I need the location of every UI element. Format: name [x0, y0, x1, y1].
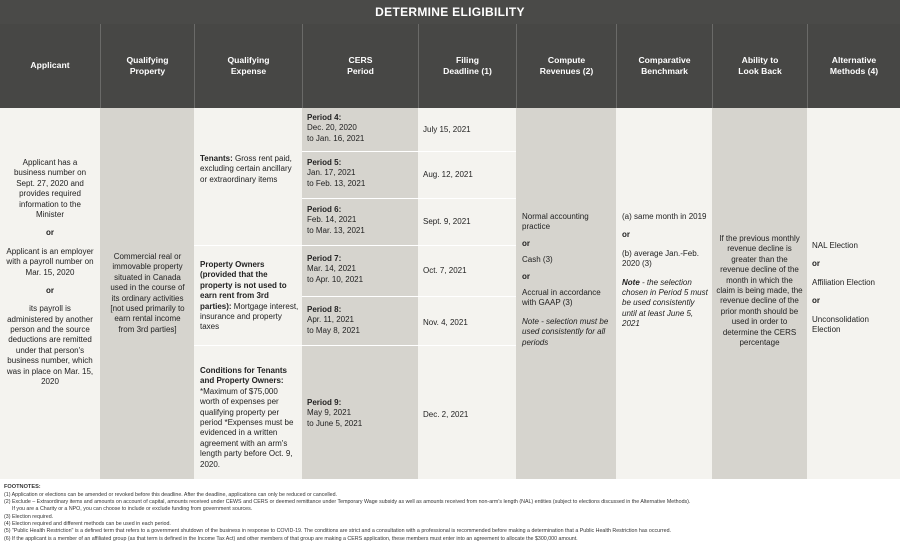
compute-revenue-methods: Normal accounting practice or Cash (3) or Accrual in accordance with GAAP (3) Note - selection must be used consistently for all periods — [522, 212, 609, 347]
expense-conditions: Conditions for Tenants and Property Owners: *Maximum of $75,000 worth of expenses per qualifying property per period *Expenses must be evidenced in a written agreement with an arm's length party before Oct. 9, 2020. — [200, 366, 294, 469]
qualifying-property-text: Commercial real or immovable property situated in Canada used in the course of its ordinary activities [not used primarily to earn rental income from 3rd parties] — [110, 252, 185, 334]
header-filing-deadline: Filing Deadline (1) — [418, 24, 516, 108]
header-qualifying-expense: Qualifying Expense — [194, 24, 302, 108]
cers-period-8: Period 8: Apr. 11, 2021 to May 8, 2021 — [307, 305, 360, 335]
filing-deadline-column — [418, 108, 516, 479]
header-applicant: Applicant — [0, 24, 100, 108]
header-qualifying-property: Qualifying Property — [100, 24, 194, 108]
cers-period-9: Period 9: May 9, 2021 to June 5, 2021 — [307, 398, 363, 428]
footnotes: FOOTNOTES: (1) Application or elections can be amended or revoked before this deadline. After the deadline, applications can only be reduced or cancelled. (2) Exclude – Extraordinary items and amounts on account of capital, amounts received under CEWS and CERS or deemed remittance under Temporary Wage subsidy as well as amounts received from non-arm's length (NAL) entities (subject to elections discussed in the Alternative Methods). If you are a Charity or a NPO, you can choose to include or exclude funding from government sources. (3) Election required. (4) Election required and different methods can be used in each period. (5) "Public Health Restriction" is a defined term that refers to a government shutdown of the business in response to COVID-19. The conditions are strict and a consultation with a professional is recommended before making a determination that a Public Health Restriction has occurred. (6) If the applicant is a member of an affiliated group (as that term is defined in the Income Tax Act) and other members of that group are making a CERS application, these members must enter into an agreement to allocate the $300,000 amount. — [4, 484, 691, 542]
alternative-methods-list: NAL Election or Affiliation Election or Unconsolidation Election — [812, 241, 875, 334]
cers-period-5: Period 5: Jan. 17, 2021 to Feb. 13, 2021 — [307, 158, 366, 188]
expense-tenants: Tenants: Gross rent paid, excluding certain ancillary or extraordinary items — [200, 154, 292, 184]
deadline-period-4: July 15, 2021 — [423, 125, 471, 134]
cers-period-6: Period 6: Feb. 14, 2021 to Mar. 13, 2021 — [307, 205, 365, 235]
cers-period-7: Period 7: Mar. 14, 2021 to Apr. 10, 2021 — [307, 254, 364, 284]
cers-period-4: Period 4: Dec. 20, 2020 to Jan. 16, 2021 — [307, 113, 365, 143]
deadline-period-8: Nov. 4, 2021 — [423, 318, 468, 327]
deadline-period-5: Aug. 12, 2021 — [423, 170, 473, 179]
header-look-back: Ability to Look Back — [712, 24, 807, 108]
deadline-period-6: Sept. 9, 2021 — [423, 217, 471, 226]
header-compute-revenues: Compute Revenues (2) — [516, 24, 616, 108]
header-comparative-benchmark: Comparative Benchmark — [616, 24, 712, 108]
deadline-period-7: Oct. 7, 2021 — [423, 266, 467, 275]
header-cers-period: CERS Period — [302, 24, 418, 108]
deadline-period-9: Dec. 2, 2021 — [423, 410, 469, 419]
header-alternative-methods: Alternative Methods (4) — [807, 24, 900, 108]
benchmark-options: (a) same month in 2019 or (b) average Jan.-Feb. 2020 (3) Note - the selection chosen in Period 5 must be used consistently until at least June 5, 2021 — [622, 212, 708, 329]
applicant-criteria: Applicant has a business number on Sept. 27, 2020 and provides required information to the Minister or Applicant is an employer with a payroll number on Mar. 15, 2020 or its payroll is administered by another person and the source deductions are remitted under that person's business number, which was in place on Mar. 15, 2020 — [6, 158, 94, 387]
lookback-text: If the previous monthly revenue decline is greater than the revenue decline of the month in which the claim is being made, the revenue decline of the prior month should be used in order to determine the CERS percentage — [716, 234, 803, 347]
page-title: DETERMINE ELIGIBILITY — [0, 0, 900, 24]
expense-property-owners: Property Owners (provided that the property is not used to earn rent from 3rd parties): Mortgage interest, insurance and property taxes — [200, 260, 299, 332]
